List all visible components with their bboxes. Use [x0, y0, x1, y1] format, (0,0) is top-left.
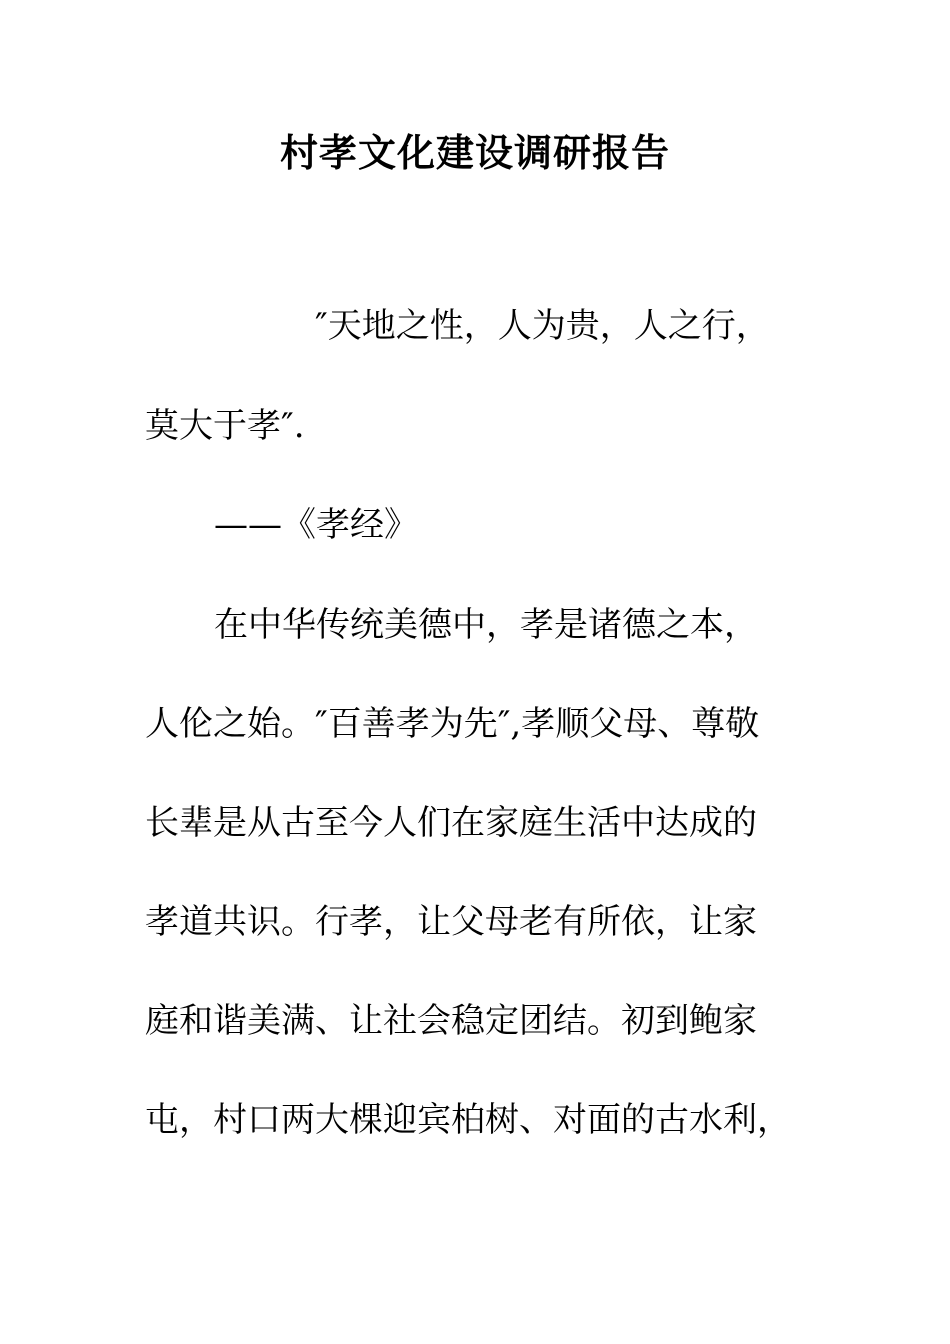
paragraph-line-6: 屯，村口两大棵迎宾柏树、对面的古水利，	[145, 1100, 791, 1140]
paragraph-line-2: 人伦之始。″百善孝为先″,孝顺父母、尊敬	[145, 704, 760, 744]
epigraph-source: ——《孝经》	[214, 505, 418, 545]
epigraph-line-1: ″天地之性，人为贵，人之行，	[315, 306, 770, 346]
paragraph-line-1: 在中华传统美德中，孝是诸德之本，	[214, 605, 758, 645]
epigraph-line-2: 莫大于孝″.	[145, 406, 305, 446]
paragraph-line-4: 孝道共识。行孝，让父母老有所依，让家	[145, 902, 757, 942]
paragraph-line-5: 庭和谐美满、让社会稳定团结。初到鲍家	[145, 1001, 757, 1041]
document-title: 村孝文化建设调研报告	[279, 130, 670, 175]
paragraph-line-3: 长辈是从古至今人们在家庭生活中达成的	[145, 803, 757, 843]
